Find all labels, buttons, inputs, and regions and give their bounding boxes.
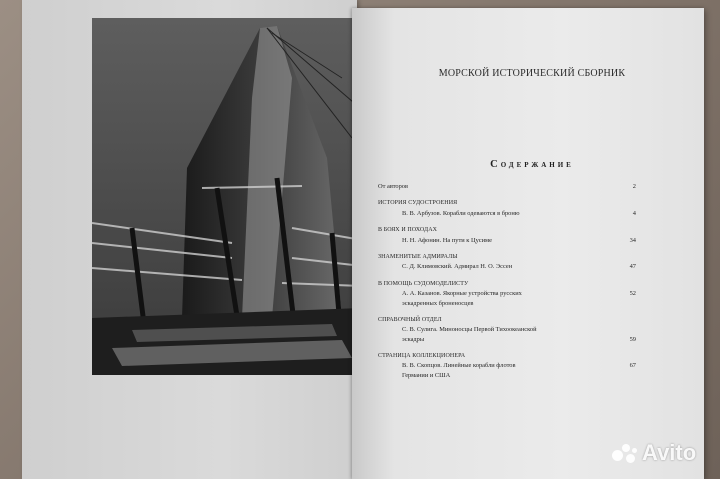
toc-text: эскадренных броненосцев (402, 299, 474, 307)
toc-gap (378, 218, 636, 226)
toc-entry (378, 371, 636, 380)
toc-page-number: 4 (632, 209, 636, 217)
toc-section-heading (378, 316, 636, 325)
toc-entry (378, 209, 636, 218)
toc-entry (378, 361, 636, 370)
toc-text: СТРАНИЦА КОЛЛЕКЦИОНЕРА (378, 353, 466, 360)
toc-section-heading (378, 280, 636, 289)
toc-gap (378, 245, 636, 253)
toc-text: ЗНАМЕНИТЫЕ АДМИРАЛЫ (378, 253, 458, 260)
toc-entry (378, 325, 636, 334)
avito-logo-icon (612, 442, 638, 464)
toc-page-number: 34 (629, 236, 636, 244)
book-title: МОРСКОЙ ИСТОРИЧЕСКИЙ СБОРНИК (438, 68, 626, 79)
toc-page-number: 47 (629, 263, 636, 271)
toc-page-number: 2 (632, 183, 636, 190)
avito-watermark (612, 440, 696, 466)
toc-entry (378, 335, 636, 344)
toc-text: Германии и США (402, 371, 451, 379)
toc-entry (378, 299, 636, 308)
toc-section-heading (378, 199, 636, 208)
contents-heading: Содержание (490, 159, 574, 170)
toc-entry (378, 289, 636, 298)
toc-text: В. В. Арбузов. Корабли одеваются в броню (402, 209, 520, 217)
toc-entry (378, 236, 636, 245)
toc-entry (378, 262, 636, 271)
toc-text: От авторов (378, 183, 409, 190)
toc-text: В ПОМОЩЬ СУДОМОДЕЛИСТУ (378, 280, 469, 287)
toc-section-heading (378, 253, 636, 262)
toc-gap (378, 272, 636, 280)
toc-page-number: 52 (629, 290, 636, 298)
toc-text: Н. Н. Афонин. На пути к Цусиме (402, 236, 492, 244)
toc-text: С. Д. Климовский. Адмирал Н. О. Эссен (402, 263, 513, 271)
toc-gap (378, 191, 636, 199)
left-page (22, 0, 357, 479)
ship-bow-photo (92, 18, 362, 375)
toc-text: В. В. Скопцов. Линейные корабли флотов (402, 362, 516, 370)
avito-wordmark: Avito (642, 440, 697, 465)
toc-text: эскадры (402, 335, 425, 343)
toc-page-number: 67 (629, 362, 636, 370)
table-of-contents (378, 182, 636, 380)
toc-gap (378, 344, 636, 352)
toc-section-heading (378, 352, 636, 361)
toc-section-heading (378, 226, 636, 235)
toc-text: В БОЯХ И ПОХОДАХ (378, 227, 438, 234)
toc-text: ИСТОРИЯ СУДОСТРОЕНИЯ (378, 200, 458, 207)
toc-page-number: 59 (629, 335, 636, 343)
toc-entry (378, 182, 636, 191)
toc-text: А. А. Казанов. Якорные устройства русских (402, 290, 522, 298)
toc-text: СПРАВОЧНЫЙ ОТДЕЛ (378, 316, 442, 323)
toc-text: С. В. Сулига. Миноносцы Первой Тихоокеанской (402, 326, 537, 334)
toc-gap (378, 308, 636, 316)
